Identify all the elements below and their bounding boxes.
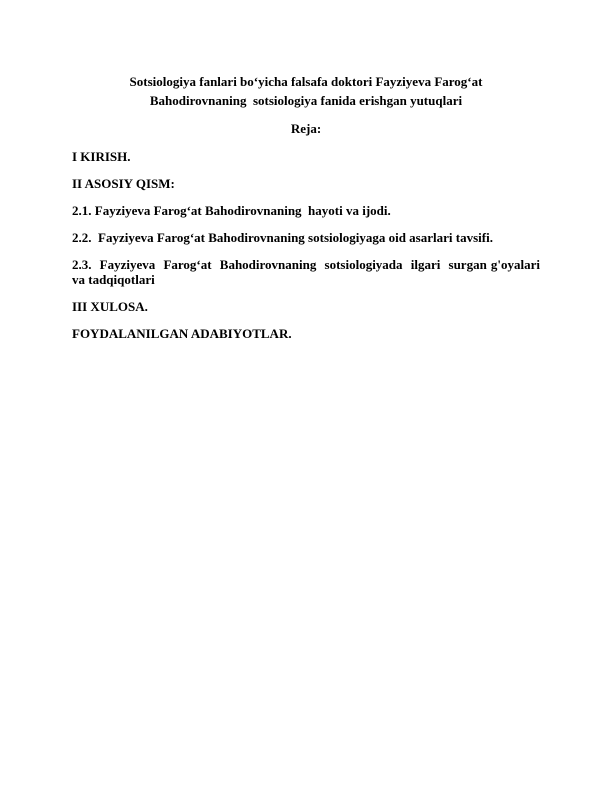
plan-heading: Reja: xyxy=(290,121,322,136)
title-line-2: Bahodirovnaning sotsiologiya fanida erishgan yutuqlari xyxy=(149,93,463,108)
document-title xyxy=(72,72,540,110)
plan-item-introduction: I KIRISH. xyxy=(72,149,131,164)
document-body xyxy=(72,72,544,341)
plan-item-2-3: 2.3. Fayziyeva Farog‘at Bahodirovnaning sotsiologiyada ilgari surgan g'oyalari va tadqiqotlari xyxy=(72,257,544,287)
plan-item-main-part: II ASOSIY QISM: xyxy=(72,176,175,191)
plan-item-2-2: 2.2. Fayziyeva Farog‘at Bahodirovnaning sotsiologiyaga oid asarlari tavsifi. xyxy=(72,230,493,245)
plan-item-conclusion: III XULOSA. xyxy=(72,299,148,314)
plan-item-2-1: 2.1. Fayziyeva Farog‘at Bahodirovnaning hayoti va ijodi. xyxy=(72,203,391,218)
title-line-1: Sotsiologiya fanlari bo‘yicha falsafa doktori Fayziyeva Farog‘at xyxy=(129,74,483,89)
plan-item-references: FOYDALANILGAN ADABIYOTLAR. xyxy=(72,326,292,341)
